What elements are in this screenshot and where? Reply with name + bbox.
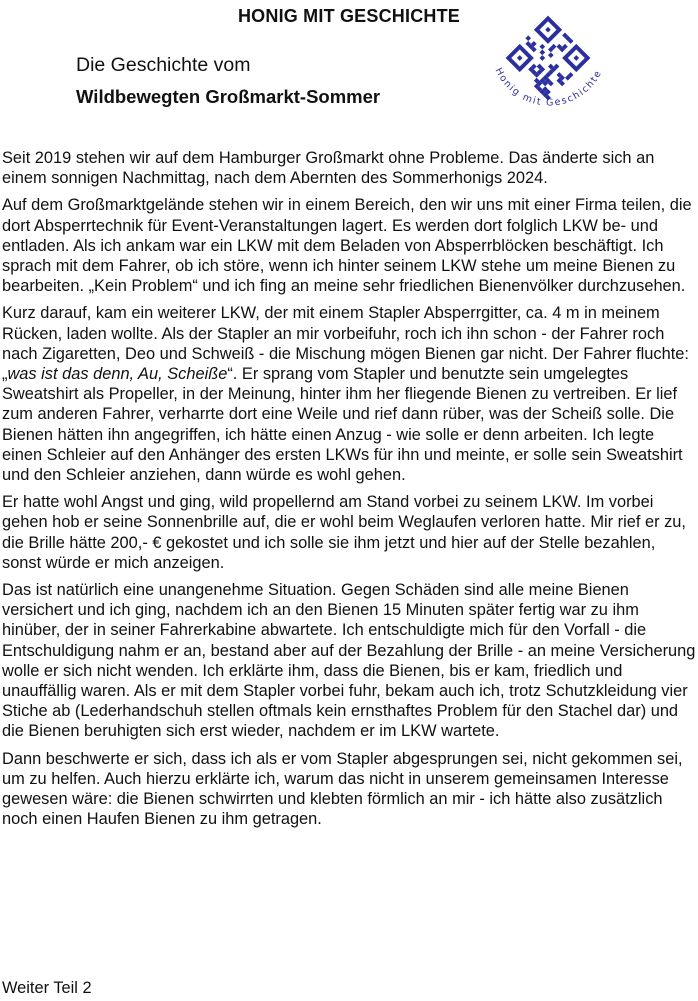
paragraph-3: [2, 303, 696, 485]
paragraph-2: Auf dem Großmarktgelände stehen wir in einem Bereich, den wir uns mit einer Firma teilen, die dort Absperrtechnik für Event-Veranstaltungen lagert. Es werden dort folglich LKW be- und entladen. Als ich ankam war ein LKW mit dem Beladen von Absperrblöcken beschäftigt. Ich sprach mit dem Fahrer, ob ich störe, wenn ich hinter seinem LKW stehe um meine Bienen zu bearbeiten. „Kein Problem“ und ich fing an meine sehr friedlichen Bienenvölker durchzusehen.: [2, 196, 692, 296]
qr-code-diamond-icon: [484, 6, 612, 128]
paragraph-3-part-1: Kurz darauf, kam ein weiterer LKW, der mit einem Stapler Absperrgitter, ca. 4 m in meinem Rücken, laden wollte. Als der Stapler an mir vorbeifuhr, roch ich ihn schon - der Fahrer roch nach Zigaretten, Deo und Schweiß - die Mischung mögen Bienen gar nicht. Der Fahrer fluchte: „: [2, 304, 689, 384]
paragraph-1: Seit 2019 stehen wir auf dem Hamburger Großmarkt ohne Probleme. Das änderte sich an einem sonnigen Nachmittag, nach dem Abernten des Sommerhonigs 2024.: [2, 149, 655, 188]
logo-arc-text: Honig mit Geschichte: [492, 66, 605, 109]
paragraph-3-quote: was ist das denn, Au, Scheiße: [7, 365, 228, 384]
paragraph-3-part-2: “. Er sprang vom Stapler und benutzte sein umgelegtes Sweatshirt als Propeller, in der Meinung, hinter ihm her fliegende Bienen zu vertreiben. Er lief zum anderen Fahrer, verharrte dort eine Weile und rief dann rüber, was der Scheiß solle. Die Bienen hätten ihn angegriffen, ich hätte einen Anzug - wie solle er denn arbeiten. Ich legte einen Schleier auf den Anhänger des ersten LKWs für ihn und meinte, er solle sein Sweatshirt und den Schleier anziehen, dann würde es wohl gehen.: [2, 365, 683, 485]
continue-link[interactable]: Weiter Teil 2: [2, 979, 92, 997]
article-body: [2, 148, 696, 837]
paragraph-6: Dann beschwerte er sich, dass ich als er vom Stapler abgesprungen sei, nicht gekommen sei, um zu helfen. Auch hierzu erklärte ich, warum das nicht in unserem gemeinsamen Interesse gewesen wäre: die Bienen schwirrten und klebten förmlich an mir - ich hätte also zusätzlich noch einen Haufen Bienen zu ihm getragen.: [2, 749, 683, 829]
subtitle-line-2: Wildbewegten Großmarkt-Sommer: [76, 86, 381, 107]
subtitle-line-1: Die Geschichte vom: [76, 54, 251, 76]
qr-logo: [484, 6, 612, 128]
paragraph-5: Das ist natürlich eine unangenehme Situation. Gegen Schäden sind alle meine Bienen versichert und ich ging, nachdem ich an den Bienen 15 Minuten später fertig war zu ihm hinüber, der in seiner Fahrerkabine abwartete. Ich entschuldigte mich für den Vorfall - die Entschuldigung nahm er an, bestand aber auf der Bezahlung der Brille - an meine Versicherung wolle er sich nicht wenden. Ich erklärte ihm, dass die Bienen, bis er kam, friedlich und unauffällig waren. Als er mit dem Stapler vorbei fuhr, bekam auch ich, trotz Schutzkleidung vier Stiche ab (Lederhandschuh stellen oftmals kein ernsthaftes Problem für den Stachel dar) und die Bienen beruhigten sich erst wieder, nachdem er im LKW wartete.: [2, 581, 696, 741]
paragraph-4: Er hatte wohl Angst und ging, wild propellernd am Stand vorbei zu seinem LKW. Im vorbei gehen hob er seine Sonnenbrille auf, die er wohl beim Weglaufen verloren hatte. Mir rief er zu, die Brille hätte 200,- € gekostet und ich solle sie ihm jetzt und hier auf der Stelle bezahlen, sonst würde er mich anzeigen.: [2, 493, 686, 572]
page-title: HONIG MIT GESCHICHTE: [237, 6, 460, 26]
